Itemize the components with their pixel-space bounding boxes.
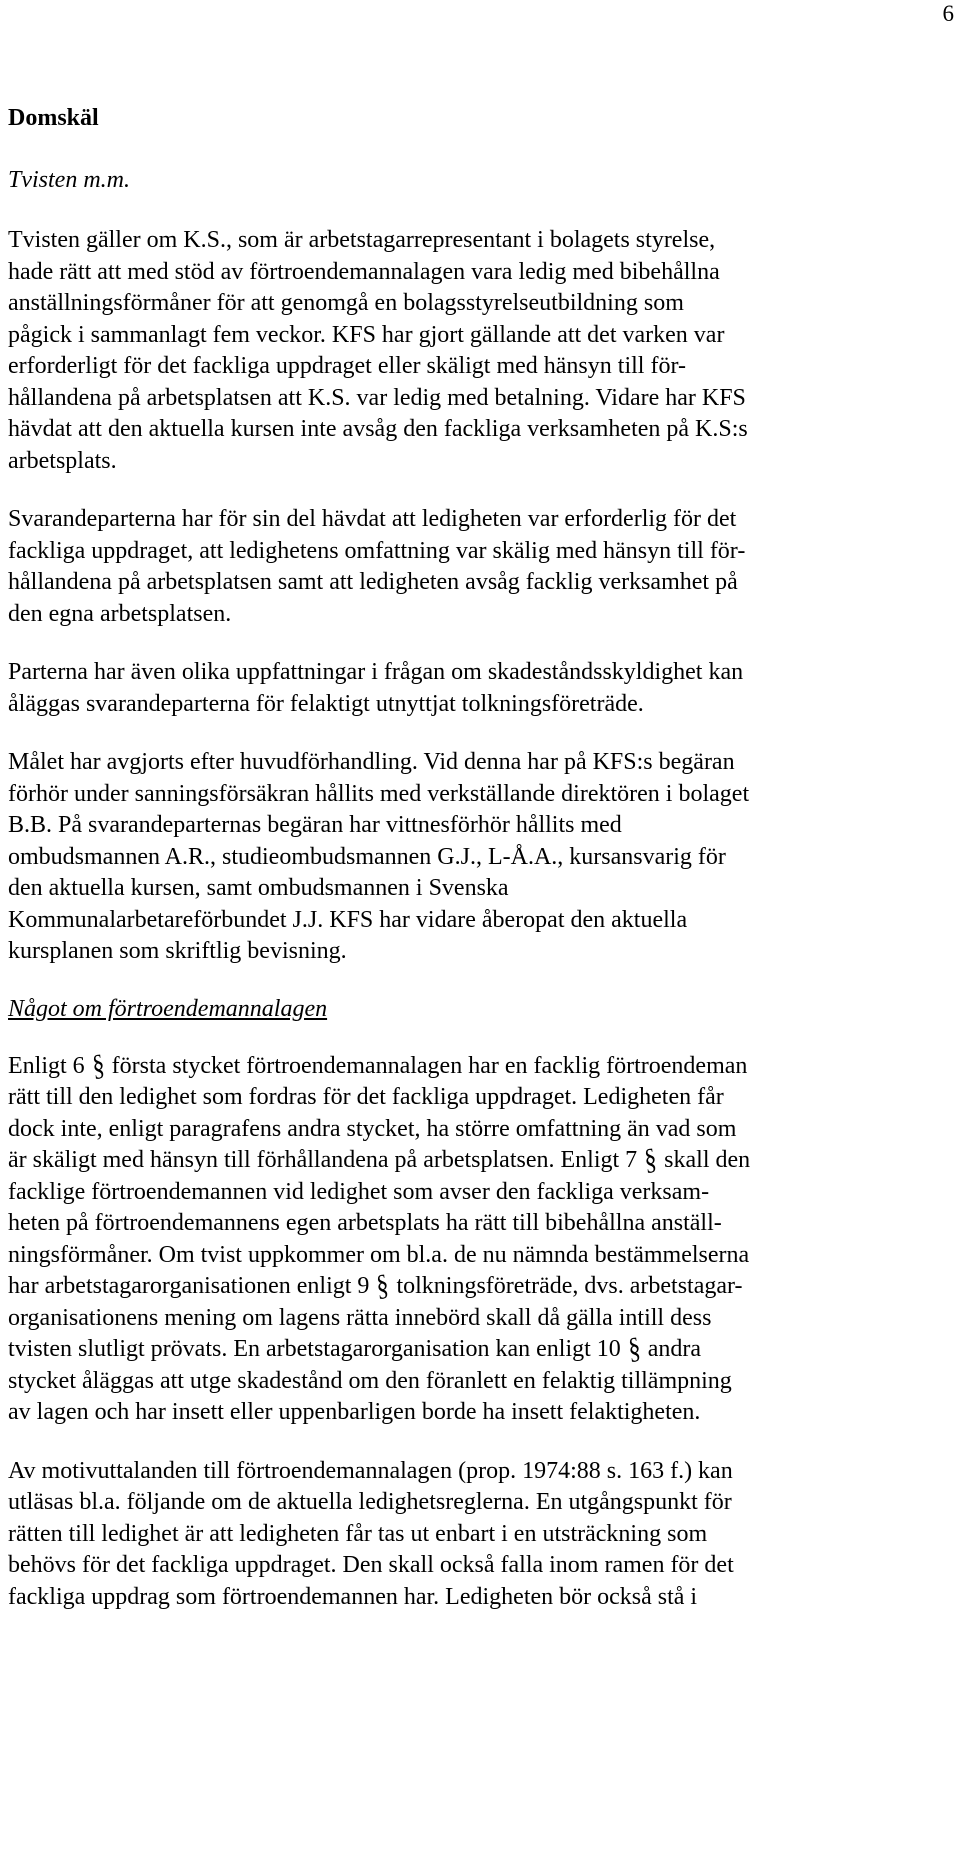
text-line: erforderligt för det fackliga uppdraget eller skäligt med hänsyn till för- xyxy=(8,353,686,379)
text-line: Parterna har även olika uppfattningar i frågan om skadeståndsskyldighet kan xyxy=(8,659,744,685)
text-line: ningsförmåner. Om tvist uppkommer om bl.a. de nu nämnda bestämmelserna xyxy=(8,1241,750,1268)
paragraph-law-summary xyxy=(8,1047,958,1429)
section-sign: § xyxy=(90,1047,106,1083)
text-line: facklige förtroendemannen vid ledighet som avser den fackliga verksam- xyxy=(8,1178,710,1205)
text-line: fackliga uppdraget, att ledighetens omfattning var skälig med hänsyn till för- xyxy=(8,537,746,564)
text-line: hållandena på arbetsplatsen att K.S. var ledig med betalning. Vidare har KFS xyxy=(8,384,746,411)
text-line: har arbetstagarorganisationen enligt 9 § tolkningsföreträde, dvs. arbetstagar- xyxy=(8,1268,743,1303)
text-line: Målet har avgjorts efter huvudförhandling. Vid denna har på KFS:s begäran xyxy=(8,749,735,775)
subsection-title-law: Något om förtroendemannalagen xyxy=(8,995,328,1022)
text-line: fackliga uppdrag som förtroendemannen har. Ledigheten bör också stå i xyxy=(8,1583,698,1610)
text-line: Tvisten gäller om K.S., som är arbetstagarrepresentant i bolagets styrelse, xyxy=(8,227,716,253)
text-line: dock inte, enligt paragrafens andra stycket, ha större omfattning än vad som xyxy=(8,1115,737,1142)
paragraph-hearing xyxy=(8,747,958,968)
text-line: är skäligt med hänsyn till förhållandena på arbetsplatsen. Enligt 7 § skall den xyxy=(8,1142,751,1177)
paragraph-defendants-position xyxy=(8,504,958,630)
text-line: Enligt 6 § första stycket förtroendemannalagen har en facklig förtroendeman xyxy=(8,1047,748,1083)
subsection-title-tvisten: Tvisten m.m. xyxy=(8,167,130,193)
text-line: hade rätt att med stöd av förtroendemannalagen vara ledig med bibehållna xyxy=(8,258,720,285)
paragraph-damages-question xyxy=(8,657,958,720)
section-heading: Domskäl xyxy=(8,105,99,131)
document-body xyxy=(8,92,958,1640)
section-sign: § xyxy=(375,1268,391,1303)
paragraph-dispute xyxy=(8,225,958,477)
text-line: kursplanen som skriftlig bevisning. xyxy=(8,938,347,964)
text-line: B.B. På svarandeparternas begäran har vittnesförhör hållits med xyxy=(8,812,622,838)
text-line: Svarandeparterna har för sin del hävdat att ledigheten var erforderlig för det xyxy=(8,506,737,532)
text-line: ombudsmannen A.R., studieombudsmannen G.J., L-Å.A., kursansvarig för xyxy=(8,843,726,870)
text-line: rätt till den ledighet som fordras för det fackliga uppdraget. Ledigheten får xyxy=(8,1084,724,1110)
text-line: rätten till ledighet är att ledigheten får tas ut enbart i en utsträckning som xyxy=(8,1520,708,1547)
page-number: 6 xyxy=(942,1,954,26)
text-line: Kommunalarbetareförbundet J.J. KFS har vidare åberopat den aktuella xyxy=(8,906,688,933)
text-line: hävdat att den aktuella kursen inte avsåg den fackliga verksamheten på K.S:s xyxy=(8,416,748,442)
text-line: organisationens mening om lagens rätta innebörd skall då gälla intill dess xyxy=(8,1304,712,1331)
text-line: Av motivuttalanden till förtroendemannalagen (prop. 1974:88 s. 163 f.) kan xyxy=(8,1457,733,1484)
text-line: av lagen och har insett eller uppenbarligen borde ha insett felaktigheten. xyxy=(8,1399,701,1425)
text-line: pågick i sammanlagt fem veckor. KFS har gjort gällande att det varken var xyxy=(8,321,725,348)
paragraph-motives xyxy=(8,1456,958,1614)
text-line: behövs för det fackliga uppdraget. Den skall också falla inom ramen för det xyxy=(8,1552,734,1578)
text-line: stycket åläggas att utge skadestånd om den föranlett en felaktig tillämpning xyxy=(8,1367,732,1394)
text-line: tvisten slutligt prövats. En arbetstagarorganisation kan enligt 10 § andra xyxy=(8,1331,702,1366)
text-line: åläggas svarandeparterna för felaktigt utnyttjat tolkningsföreträde. xyxy=(8,690,644,717)
text-line: den egna arbetsplatsen. xyxy=(8,600,232,627)
section-sign: § xyxy=(626,1331,643,1366)
spacer xyxy=(8,1023,958,1051)
text-line: förhör under sanningsförsäkran hållits med verkställande direktören i bolaget xyxy=(8,780,750,807)
text-line: den aktuella kursen, samt ombudsmannen i Svenska xyxy=(8,875,509,901)
text-line: utläsas bl.a. följande om de aktuella ledighetsreglerna. En utgångspunkt för xyxy=(8,1489,732,1515)
text-line: heten på förtroendemannens egen arbetsplats ha rätt till bibehållna anställ- xyxy=(8,1210,722,1236)
section-sign: § xyxy=(642,1142,659,1177)
text-line: arbetsplats. xyxy=(8,447,117,474)
text-line: hållandena på arbetsplatsen samt att ledigheten avsåg facklig verksamhet på xyxy=(8,569,738,595)
text-line: anställningsförmåner för att genomgå en bolagsstyrelseutbildning som xyxy=(8,290,684,316)
